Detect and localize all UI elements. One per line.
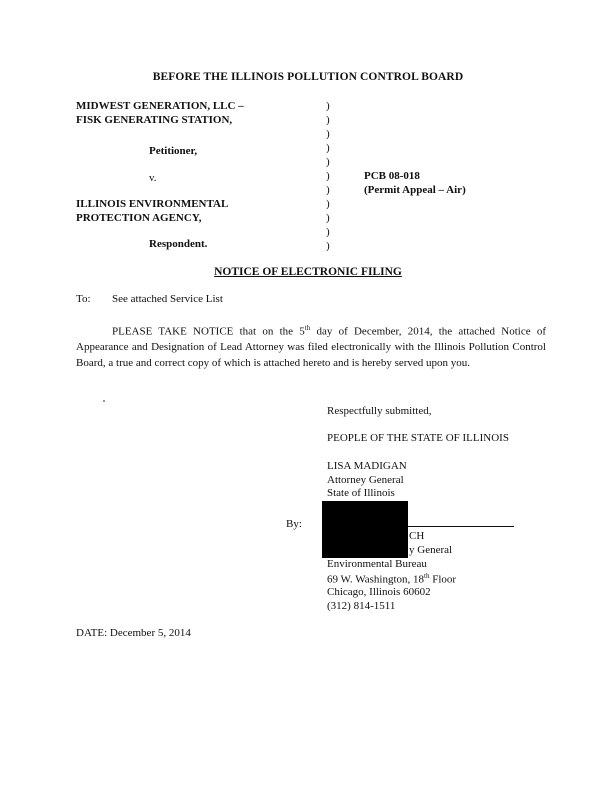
caption-paren: ) bbox=[326, 114, 330, 126]
signer-title-partial: y General bbox=[409, 544, 453, 556]
respondent-label: Respondent. bbox=[149, 238, 208, 250]
notice-body-paragraph bbox=[76, 321, 546, 371]
to-label: To: bbox=[76, 293, 91, 305]
versus-label: v. bbox=[149, 172, 157, 184]
court-title: BEFORE THE ILLINOIS POLLUTION CONTROL BOARD bbox=[152, 71, 464, 83]
case-type: (Permit Appeal – Air) bbox=[364, 184, 466, 196]
respondent-name-line2: PROTECTION AGENCY, bbox=[76, 212, 202, 224]
petitioner-name-line1: MIDWEST GENERATION, LLC – bbox=[76, 100, 244, 112]
caption-paren: ) bbox=[326, 142, 330, 154]
caption-paren: ) bbox=[326, 156, 330, 168]
address-street-start: 69 W. Washington, 18 bbox=[327, 573, 425, 586]
address-street bbox=[327, 572, 456, 586]
to-value: See attached Service List bbox=[112, 293, 223, 305]
redaction-block bbox=[322, 501, 408, 558]
bureau-name: Environmental Bureau bbox=[327, 558, 427, 570]
petitioner-label: Petitioner, bbox=[149, 145, 198, 157]
address-street-end: Floor bbox=[429, 573, 457, 586]
petitioner-name-line2: FISK GENERATING STATION, bbox=[76, 114, 233, 126]
notice-body-superscript: th bbox=[304, 324, 311, 332]
caption-paren: ) bbox=[326, 184, 330, 196]
attorney-general-state: State of Illinois bbox=[327, 487, 395, 499]
signer-name-partial: CH bbox=[409, 530, 425, 542]
respondent-name-line1: ILLINOIS ENVIRONMENTAL bbox=[76, 198, 229, 210]
attorney-general-title: Attorney General bbox=[327, 474, 404, 486]
caption-paren: ) bbox=[326, 240, 330, 252]
attorney-general-name: LISA MADIGAN bbox=[327, 460, 407, 472]
filing-date: DATE: December 5, 2014 bbox=[76, 627, 191, 639]
closing-text: Respectfully submitted, bbox=[327, 405, 432, 417]
phone-number: (312) 814-1511 bbox=[327, 600, 396, 612]
case-number: PCB 08-018 bbox=[364, 170, 420, 182]
address-street-superscript: th bbox=[424, 572, 430, 580]
notice-body-start: PLEASE TAKE NOTICE that on the 5 bbox=[112, 325, 305, 338]
notice-title: NOTICE OF ELECTRONIC FILING bbox=[214, 266, 402, 278]
caption-paren: ) bbox=[326, 212, 330, 224]
caption-paren: ) bbox=[326, 170, 330, 182]
address-city: Chicago, Illinois 60602 bbox=[327, 586, 431, 598]
caption-paren: ) bbox=[326, 100, 330, 112]
caption-paren: ) bbox=[326, 128, 330, 140]
scan-speck bbox=[103, 400, 105, 402]
notice-body-rest: day of December, 2014, the attached Notice of Appearance and Designation of Lead Attorney was filed electronically with the Illinois Pollution Control Board, a true and correct copy of which is attached hereto and is hereby served upon you. bbox=[76, 325, 546, 369]
by-label: By: bbox=[286, 518, 302, 530]
caption-paren: ) bbox=[326, 226, 330, 238]
caption-paren: ) bbox=[326, 198, 330, 210]
party-name: PEOPLE OF THE STATE OF ILLINOIS bbox=[327, 432, 509, 444]
